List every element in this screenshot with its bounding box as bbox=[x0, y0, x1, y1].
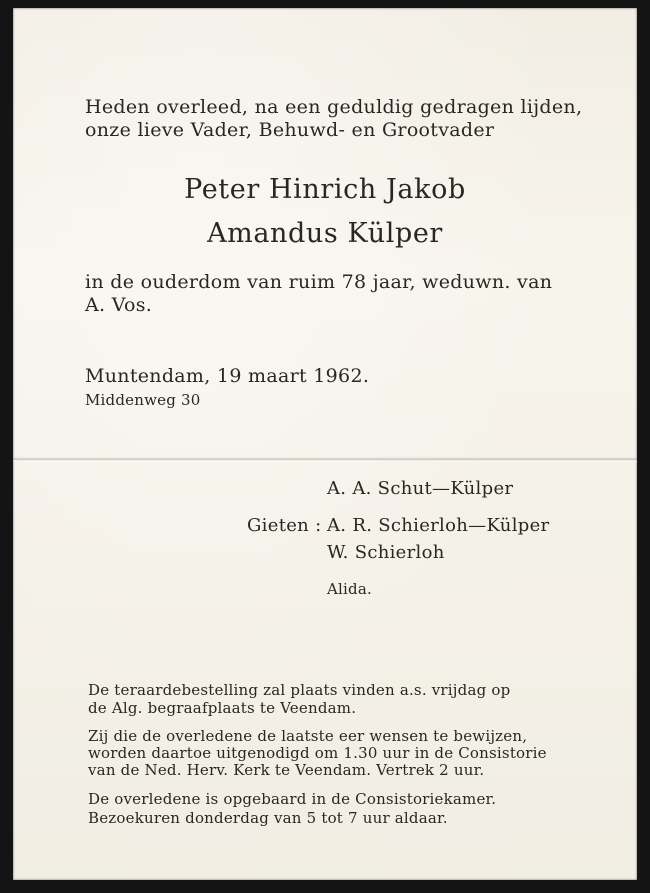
place-date: Muntendam, 19 maart 1962. bbox=[85, 365, 370, 387]
lying-in-state-line: De overledene is opgebaard in de Consistoriekamer. bbox=[88, 790, 497, 808]
invite-line-2: worden daartoe uitgenodigd om 1.30 uur in de Consistorie bbox=[88, 744, 547, 762]
paper-fold bbox=[13, 457, 637, 463]
address: Middenweg 30 bbox=[85, 391, 201, 409]
intro-line-2: onze lieve Vader, Behuwd- en Grootvader bbox=[85, 119, 495, 141]
deceased-name-line-1: Peter Hinrich Jakob bbox=[184, 174, 466, 205]
invite-line-3: van de Ned. Herv. Kerk te Veendam. Vertrek 2 uur. bbox=[88, 761, 485, 779]
invite-line-1: Zij die de overledene de laatste eer wensen te bewijzen, bbox=[88, 727, 528, 745]
age-line-1: in de ouderdom van ruim 78 jaar, weduwn. van bbox=[85, 271, 553, 293]
age-line-2: A. Vos. bbox=[85, 294, 153, 316]
family-member-1: A. A. Schut—Külper bbox=[327, 478, 514, 499]
family-member-4: Alida. bbox=[327, 580, 372, 598]
death-notice-card bbox=[13, 8, 637, 880]
burial-line-2: de Alg. begraafplaats te Veendam. bbox=[88, 699, 357, 717]
deceased-name-line-2: Amandus Külper bbox=[207, 218, 443, 249]
visiting-hours-line: Bezoekuren donderdag van 5 tot 7 uur aldaar. bbox=[88, 809, 448, 827]
intro-line-1: Heden overleed, na een geduldig gedragen lijden, bbox=[85, 96, 583, 118]
family-member-3: W. Schierloh bbox=[327, 542, 445, 563]
family-place-label: Gieten : bbox=[247, 515, 322, 536]
family-member-2: A. R. Schierloh—Külper bbox=[327, 515, 550, 536]
burial-line-1: De teraardebestelling zal plaats vinden a.s. vrijdag op bbox=[88, 681, 511, 699]
